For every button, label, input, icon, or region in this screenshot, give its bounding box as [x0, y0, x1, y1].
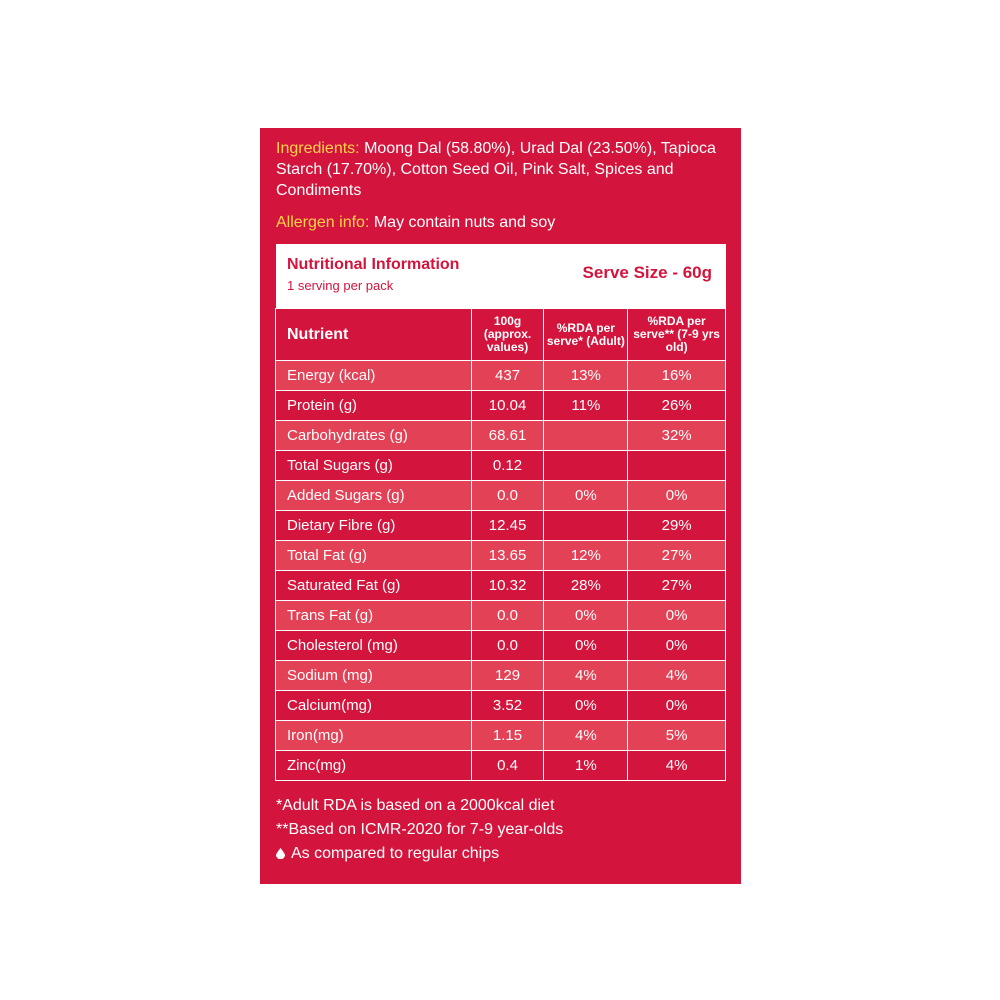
- rda-adult: 1%: [544, 751, 628, 781]
- table-row: [276, 481, 726, 511]
- nutrient-name: Added Sugars (g): [276, 481, 472, 511]
- value-100g: 13.65: [471, 541, 544, 571]
- rda-child: 0%: [628, 691, 726, 721]
- allergen-info: [276, 212, 731, 233]
- nutrient-name: Carbohydrates (g): [276, 421, 472, 451]
- ingredients: [276, 138, 731, 201]
- nutrient-name: Energy (kcal): [276, 361, 472, 391]
- footnote-compared: [276, 842, 563, 866]
- header-nutrient: Nutrient: [276, 309, 472, 361]
- rda-child: 0%: [628, 601, 726, 631]
- rda-adult: 28%: [544, 571, 628, 601]
- nutrition-subtitle: 1 serving per pack: [287, 278, 394, 293]
- table-row: [276, 571, 726, 601]
- rda-child: 27%: [628, 571, 726, 601]
- header-rda-adult: %RDA per serve* (Adult): [544, 309, 628, 361]
- value-100g: 129: [471, 661, 544, 691]
- table-row: [276, 661, 726, 691]
- footnotes: [276, 794, 563, 866]
- value-100g: 0.12: [471, 451, 544, 481]
- table-row: [276, 541, 726, 571]
- serve-size: Serve Size - 60g: [582, 263, 712, 282]
- header-100g: 100g (approx. values): [471, 309, 544, 361]
- value-100g: 437: [471, 361, 544, 391]
- rda-child: 0%: [628, 481, 726, 511]
- allergen-label: Allergen info:: [276, 214, 370, 231]
- nutrition-header: [276, 244, 726, 308]
- rda-child: 4%: [628, 751, 726, 781]
- value-100g: 10.32: [471, 571, 544, 601]
- nutrient-name: Trans Fat (g): [276, 601, 472, 631]
- table-row: [276, 451, 726, 481]
- nutrient-name: Total Sugars (g): [276, 451, 472, 481]
- rda-adult: 4%: [544, 721, 628, 751]
- rda-adult: 12%: [544, 541, 628, 571]
- rda-adult: 4%: [544, 661, 628, 691]
- value-100g: 1.15: [471, 721, 544, 751]
- nutrient-name: Sodium (mg): [276, 661, 472, 691]
- nutrient-name: Iron(mg): [276, 721, 472, 751]
- rda-child: 29%: [628, 511, 726, 541]
- rda-adult: 0%: [544, 601, 628, 631]
- table-row: [276, 631, 726, 661]
- rda-child: 16%: [628, 361, 726, 391]
- rda-adult: [544, 421, 628, 451]
- nutrient-name: Protein (g): [276, 391, 472, 421]
- rda-adult: 0%: [544, 481, 628, 511]
- value-100g: 68.61: [471, 421, 544, 451]
- nutrition-title: Nutritional Information: [287, 256, 460, 273]
- rda-child: [628, 451, 726, 481]
- rda-child: 5%: [628, 721, 726, 751]
- rda-child: 0%: [628, 631, 726, 661]
- value-100g: 0.4: [471, 751, 544, 781]
- ingredients-label: Ingredients:: [276, 140, 360, 157]
- footnote-compared-text: As compared to regular chips: [291, 845, 500, 862]
- table-row: [276, 391, 726, 421]
- table-row: [276, 361, 726, 391]
- value-100g: 10.04: [471, 391, 544, 421]
- nutrient-name: Total Fat (g): [276, 541, 472, 571]
- table-row: [276, 721, 726, 751]
- rda-adult: 0%: [544, 691, 628, 721]
- rda-adult: [544, 511, 628, 541]
- rda-child: 4%: [628, 661, 726, 691]
- value-100g: 3.52: [471, 691, 544, 721]
- header-rda-child: %RDA per serve** (7-9 yrs old): [628, 309, 726, 361]
- rda-child: 32%: [628, 421, 726, 451]
- rda-adult: 13%: [544, 361, 628, 391]
- nutrient-name: Dietary Fibre (g): [276, 511, 472, 541]
- table-row: [276, 751, 726, 781]
- table-header-row: [276, 309, 726, 361]
- rda-adult: 0%: [544, 631, 628, 661]
- table-row: [276, 601, 726, 631]
- value-100g: 0.0: [471, 601, 544, 631]
- table-row: [276, 511, 726, 541]
- nutrient-name: Calcium(mg): [276, 691, 472, 721]
- rda-child: 26%: [628, 391, 726, 421]
- rda-adult: 11%: [544, 391, 628, 421]
- allergen-text: May contain nuts and soy: [373, 214, 556, 231]
- value-100g: 0.0: [471, 631, 544, 661]
- nutrient-name: Saturated Fat (g): [276, 571, 472, 601]
- value-100g: 0.0: [471, 481, 544, 511]
- value-100g: 12.45: [471, 511, 544, 541]
- nutrient-name: Cholesterol (mg): [276, 631, 472, 661]
- ingredients-text: Moong Dal (58.80%), Urad Dal (23.50%), Tapioca Starch (17.70%), Cotton Seed Oil, Pink Salt, Spices and Condiments: [276, 140, 716, 199]
- droplet-icon: [276, 848, 285, 859]
- nutrient-name: Zinc(mg): [276, 751, 472, 781]
- table-row: [276, 691, 726, 721]
- nutrition-panel: [260, 128, 741, 884]
- rda-child: 27%: [628, 541, 726, 571]
- table-row: [276, 421, 726, 451]
- nutrition-table: [275, 308, 726, 781]
- footnote-adult-rda: *Adult RDA is based on a 2000kcal diet: [276, 797, 555, 814]
- footnote-icmr: **Based on ICMR-2020 for 7-9 year-olds: [276, 821, 564, 838]
- rda-adult: [544, 451, 628, 481]
